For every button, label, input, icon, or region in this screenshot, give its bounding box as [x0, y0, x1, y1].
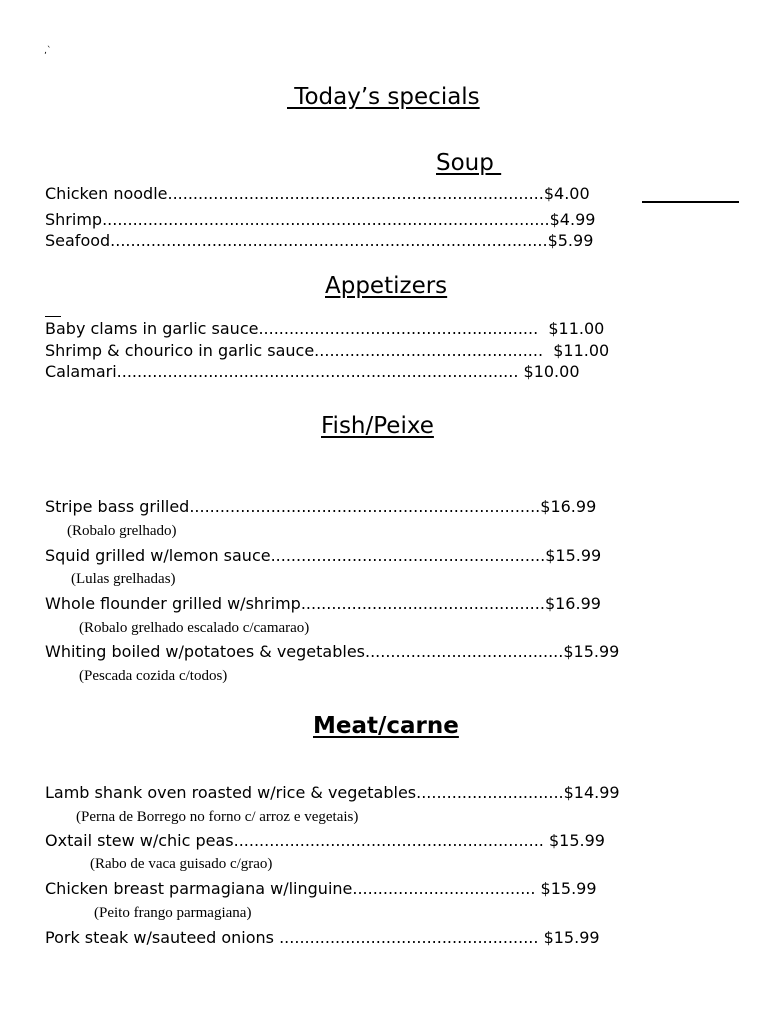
menu-item-baby-clams: Baby clams in garlic sauce....................................................... $11.00: [45, 319, 605, 338]
menu-item-pork-steak: Pork steak w/sauteed onions ................................................... $15.99: [45, 928, 600, 947]
section-heading-appetizers: Appetizers: [325, 273, 448, 299]
menu-item-shrimp-chourico: Shrimp & chourico in garlic sauce............................................. $11.00: [45, 341, 610, 360]
menu-item-translation: (Peito frango parmagiana): [94, 905, 252, 921]
menu-item-translation: (Lulas grelhadas): [71, 571, 176, 587]
menu-item-translation: (Pescada cozida c/todos): [79, 668, 228, 684]
page-title: Today’s specials: [287, 84, 480, 110]
corner-mark: ‚`: [44, 46, 52, 56]
menu-item-translation: (Rabo de vaca guisado c/grao): [90, 856, 273, 872]
section-heading-soup: Soup: [436, 150, 502, 176]
short-rule: [45, 316, 61, 317]
underline-rule: [642, 201, 739, 203]
menu-item-calamari: Calamari............................................................................... $10.00: [45, 362, 580, 381]
menu-item-seafood: Seafood......................................................................................$5.99: [45, 231, 594, 250]
menu-item-translation: (Perna de Borrego no forno c/ arroz e vegetais): [76, 809, 359, 825]
menu-item-translation: (Robalo grelhado escalado c/camarao): [79, 620, 310, 636]
section-heading-fish: Fish/Peixe: [321, 413, 434, 439]
menu-item-oxtail-stew: Oxtail stew w/chic peas............................................................. $15.99: [45, 831, 605, 850]
menu-item-chicken-parmagiana: Chicken breast parmagiana w/linguine.................................... $15.99: [45, 879, 597, 898]
section-heading-meat: Meat/carne: [313, 713, 459, 739]
menu-item-chicken-noodle: Chicken noodle..........................................................................$4.00: [45, 184, 590, 203]
menu-item-whole-flounder: Whole flounder grilled w/shrimp................................................$16.99: [45, 594, 601, 613]
menu-item-translation: (Robalo grelhado): [67, 523, 177, 539]
menu-item-squid: Squid grilled w/lemon sauce......................................................$15.99: [45, 546, 602, 565]
menu-item-lamb-shank: Lamb shank oven roasted w/rice & vegetables.............................$14.99: [45, 783, 620, 802]
menu-item-stripe-bass: Stripe bass grilled.....................................................................$16.99: [45, 497, 597, 516]
menu-item-whiting: Whiting boiled w/potatoes & vegetables.......................................$15.99: [45, 642, 620, 661]
menu-item-shrimp-soup: Shrimp........................................................................................$4.99: [45, 210, 596, 229]
